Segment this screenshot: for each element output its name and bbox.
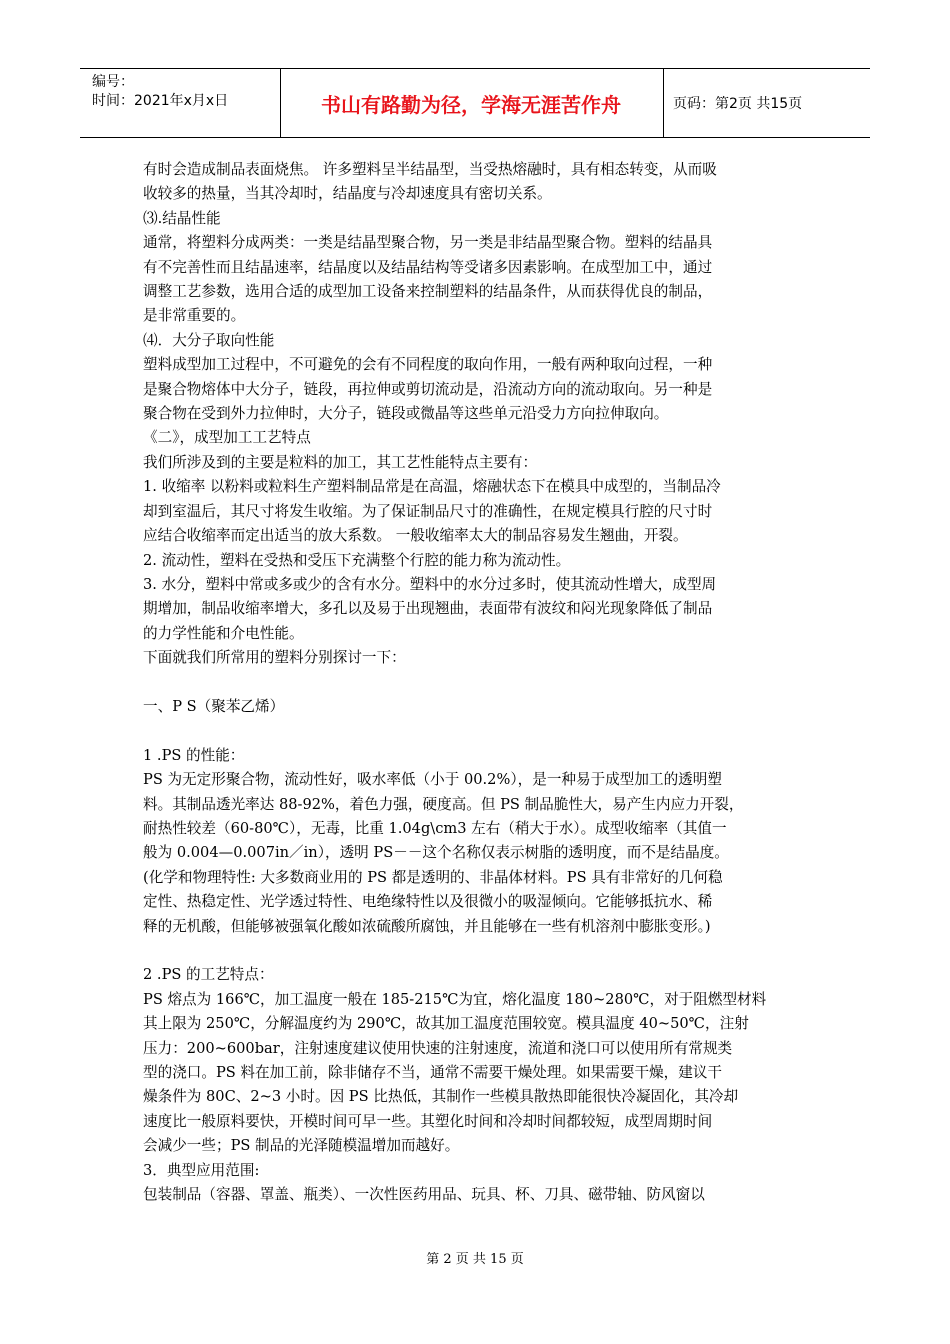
text-line: 却到室温后，其尺寸将发生收缩。为了保证制品尺寸的准确性，在规定模具行腔的尺寸时 [143, 502, 713, 520]
text-line: 下面就我们所常用的塑料分别探讨一下： [143, 649, 406, 667]
doc-code-label: 编号： [92, 74, 134, 90]
text-line: 速度比一般原料要快，开模时间可早一些。其塑化时间和冷却时间都较短，成型周期时间 [143, 1112, 713, 1130]
text-line: (化学和物理特性: 大多数商业用的 PS 都是透明的、非晶体材料。PS 具有非常好的几何稳 [143, 868, 723, 886]
doc-time-label: 时间：2021年x月x日 [92, 93, 229, 109]
text-line: 般为 0.004—0.007in／in），透明 PS－－这个名称仅表示树脂的透明度，而不是结晶度。 [143, 844, 729, 862]
text-line: 耐热性较差（60-80℃），无毒，比重 1.04g\cm3 左右（稍大于水）。成型收缩率（其值一 [143, 819, 727, 837]
text-line: 有时会造成制品表面烧焦。 许多塑料呈半结晶型，当受热熔融时，具有相态转变，从而吸 [143, 161, 717, 178]
text-line: 定性、热稳定性、光学透过特性、电绝缘特性以及很微小的吸湿倾向。它能够抵抗水、稀 [143, 893, 713, 911]
text-line: PS 熔点为 166℃，加工温度一般在 185-215℃为宜，熔化温度 180~280℃，对于阻燃型材料 [143, 990, 767, 1008]
header-page-info: 页码：第2页 共15页 [673, 96, 803, 112]
text-line: 压力：200~600bar，注射速度建议使用快速的注射速度，流道和浇口可以使用所有常规类 [143, 1039, 733, 1057]
header-divider-right [663, 69, 664, 137]
text-line: 应结合收缩率而定出适当的放大系数。 一般收缩率太大的制品容易发生翘曲，开裂。 [143, 527, 688, 545]
text-line: 型的浇口。PS 料在加工前，除非储存不当，通常不需要干燥处理。如果需要干燥，建议干 [143, 1063, 723, 1081]
text-line: 1 .PS 的性能： [143, 746, 245, 764]
text-line: 是非常重要的。 [143, 307, 246, 325]
text-line: 期增加，制品收缩率增大，多孔以及易于出现翘曲，表面带有波纹和闷光现象降低了制品 [143, 600, 713, 618]
text-line: ⑶.结晶性能 [143, 209, 221, 227]
text-line: 会减少一些；PS 制品的光泽随模温增加而越好。 [143, 1137, 460, 1155]
text-line: ⑷．大分子取向性能 [143, 331, 275, 349]
text-line: 通常，将塑料分成两类：一类是结晶型聚合物，另一类是非结晶型聚合物。塑料的结晶具 [143, 234, 713, 252]
blank-line [143, 671, 813, 695]
text-line: 的力学性能和介电性能。 [143, 624, 304, 642]
header-motto: 书山有路勤为径，学海无涯苦作舟 [321, 92, 621, 117]
header-left [92, 73, 282, 111]
blank-line [143, 719, 813, 743]
page-header [80, 68, 870, 138]
text-line: 聚合物在受到外力拉伸时，大分子，链段或微晶等这些单元沿受力方向拉伸取向。 [143, 405, 669, 423]
text-line: 收较多的热量，当其冷却时，结晶度与冷却速度具有密切关系。 [143, 185, 552, 203]
text-line: 其上限为 250℃，分解温度约为 290℃，故其加工温度范围较宽。模具温度 40~50℃，注射 [143, 1015, 749, 1033]
text-line: 释的无机酸，但能够被强氧化酸如浓硫酸所腐蚀，并且能够在一些有机溶剂中膨胀变形。) [143, 917, 711, 935]
text-line: 一、P S（聚苯乙烯） [143, 697, 285, 715]
text-line: 我们所涉及到的主要是粒料的加工，其工艺性能特点主要有： [143, 453, 538, 471]
text-line: 包装制品（容器、罩盖、瓶类）、一次性医药用品、玩具、杯、刀具、磁带轴、防风窗以 [143, 1186, 705, 1204]
blank-line [143, 939, 813, 963]
text-line: 《二》，成型加工工艺特点 [143, 429, 311, 447]
text-line: 是聚合物熔体中大分子，链段，再拉伸或剪切流动是，沿流动方向的流动取向。另一种是 [143, 380, 713, 398]
text-line: PS 为无定形聚合物，流动性好，吸水率低（小于 00.2%），是一种易于成型加工的透明塑 [143, 771, 722, 789]
text-line: 有不完善性而且结晶速率，结晶度以及结晶结构等受诸多因素影响。在成型加工中，通过 [143, 258, 713, 276]
page-footer: 第 2 页 共 15 页 [426, 1252, 524, 1267]
document-body [143, 158, 813, 1207]
text-line: 3．典型应用范围: [143, 1161, 260, 1179]
text-line: 1. 收缩率 以粉料或粒料生产塑料制品常是在高温，熔融状态下在模具中成型的，当制品冷 [143, 478, 721, 496]
text-line: 3. 水分，塑料中常或多或少的含有水分。塑料中的水分过多时，使其流动性增大，成型周 [143, 575, 717, 593]
text-line: 2 .PS 的工艺特点： [143, 966, 274, 984]
text-line: 燥条件为 80C、2~3 小时。因 PS 比热低，其制作一些模具散热即能很快冷凝固化，其冷却 [143, 1088, 739, 1106]
text-line: 2. 流动性，塑料在受热和受压下充满整个行腔的能力称为流动性。 [143, 551, 571, 569]
text-line: 塑料成型加工过程中，不可避免的会有不同程度的取向作用，一般有两种取向过程，一种 [143, 356, 713, 374]
text-line: 料。其制品透光率达 88-92%，着色力强，硬度高。但 PS 制品脆性大，易产生内应力开裂， [143, 795, 744, 813]
text-line: 调整工艺参数，选用合适的成型加工设备来控制塑料的结晶条件，从而获得优良的制品， [143, 283, 713, 301]
